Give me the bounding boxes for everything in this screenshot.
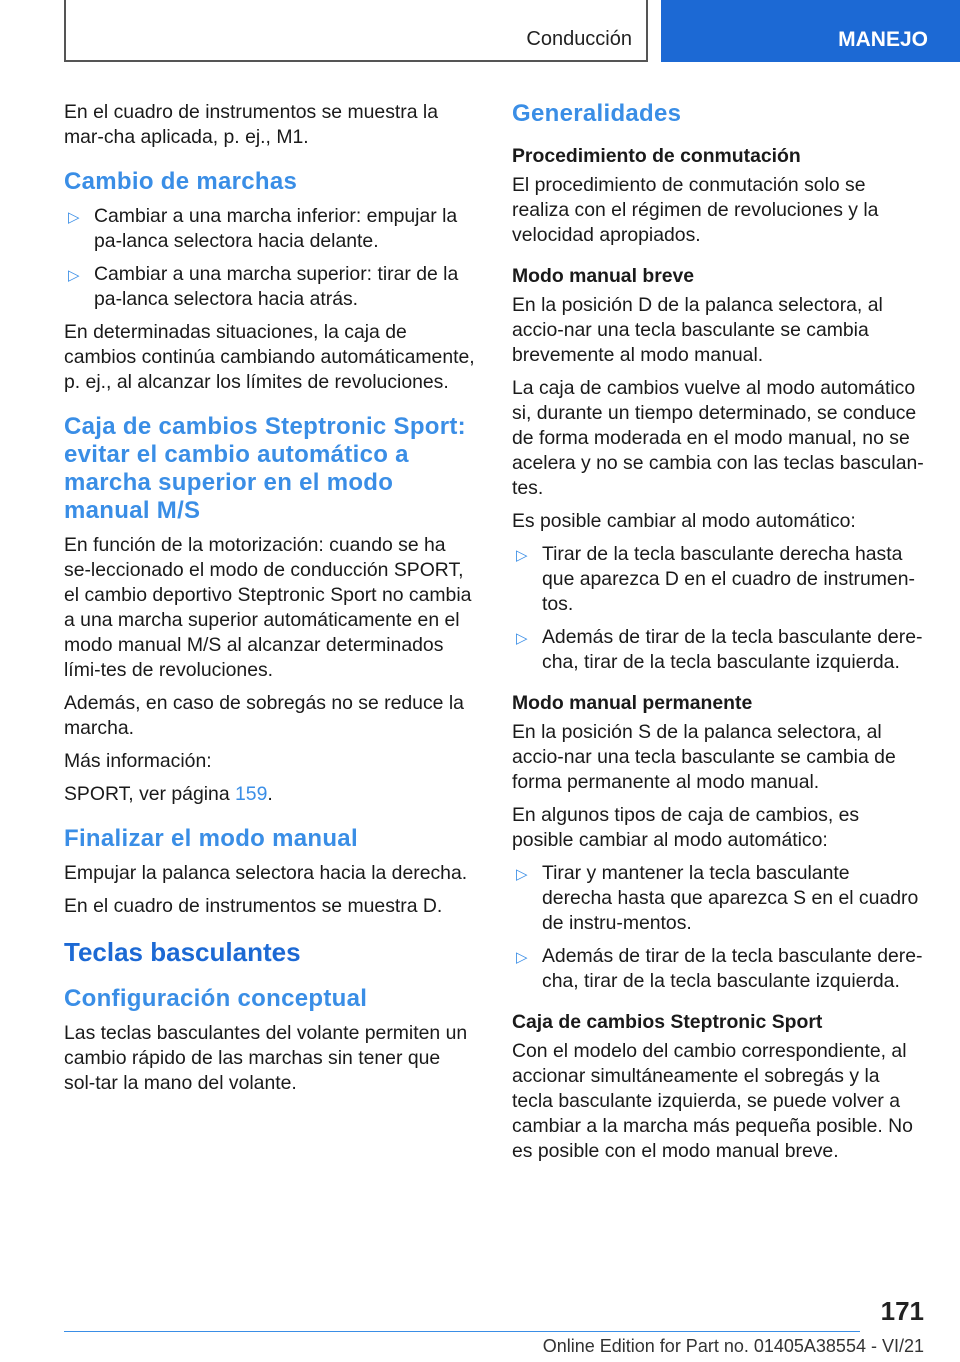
steptronic-heading: Caja de cambios Steptronic Sport: evitar el cambio automático a marcha superior en el modo manual M/S <box>64 413 466 524</box>
mas-info-label: Más información: <box>64 750 212 772</box>
perm-paragraph-1: En la posición S de la palanca selectora, al accio-nar una tecla basculante se cambia de forma permanente al modo manual. <box>512 721 896 793</box>
breve-list <box>512 542 924 675</box>
cambio-list <box>64 204 476 312</box>
header-chapter-tab: MANEJO <box>661 0 960 62</box>
right-column <box>512 100 924 1172</box>
footer-edition: Online Edition for Part no. 01405A38554 - VI/21 <box>542 1336 924 1356</box>
triangle-bullet-icon: ▷ <box>68 267 80 284</box>
list-item: ▷ Cambiar a una marcha inferior: empujar la pa-lanca selectora hacia delante. <box>68 205 458 252</box>
breve-paragraph-3: Es posible cambiar al modo automático: <box>512 510 856 532</box>
teclas-heading: Teclas basculantes <box>64 937 301 967</box>
perm-paragraph-2: En algunos tipos de caja de cambios, es posible cambiar al modo automático: <box>512 804 860 851</box>
breve-heading: Modo manual breve <box>512 265 695 287</box>
page-number: 171 <box>880 1296 924 1326</box>
generalidades-heading: Generalidades <box>512 100 682 127</box>
header-frame <box>64 0 648 62</box>
cambio-paragraph: En determinadas situaciones, la caja de cambios continúa cambiando automáticamente, p. ej., al alcanzar los límites de revoluciones. <box>64 321 475 393</box>
config-heading: Configuración conceptual <box>64 985 368 1012</box>
footer-divider <box>64 1331 860 1332</box>
intro-paragraph: En el cuadro de instrumentos se muestra la mar-cha aplicada, p. ej., M1. <box>64 101 438 148</box>
cambio-heading: Cambio de marchas <box>64 168 298 195</box>
triangle-bullet-icon: ▷ <box>516 949 528 966</box>
list-item: ▷ Además de tirar de la tecla basculante dere-cha, tirar de la tecla basculante izquierda. <box>516 626 923 673</box>
left-column <box>64 100 476 1104</box>
triangle-bullet-icon: ▷ <box>516 866 528 883</box>
perm-heading: Modo manual permanente <box>512 692 753 714</box>
finalizar-heading: Finalizar el modo manual <box>64 825 358 852</box>
header-section-title: Conducción <box>526 28 632 50</box>
steptronic-paragraph-2: Además, en caso de sobregás no se reduce la marcha. <box>64 692 464 739</box>
proc-paragraph: El procedimiento de conmutación solo se realiza con el régimen de revoluciones y la velocidad apropiados. <box>512 174 879 246</box>
steptronic-paragraph-1: En función de la motorización: cuando se ha se-leccionado el modo de conducción SPORT, el cambio deportivo Steptronic Sport no cambia a una marcha superior automáticamente en el modo manual M/S al alcanzar determinados lími-tes de revoluciones. <box>64 534 472 681</box>
config-paragraph: Las teclas basculantes del volante permiten un cambio rápido de las marchas sin tener que sol-tar la mano del volante. <box>64 1022 468 1094</box>
triangle-bullet-icon: ▷ <box>516 547 528 564</box>
triangle-bullet-icon: ▷ <box>68 209 80 226</box>
sport-heading: Caja de cambios Steptronic Sport <box>512 1011 823 1033</box>
proc-heading: Procedimiento de conmutación <box>512 145 801 167</box>
perm-list <box>512 861 924 994</box>
sport-paragraph: Con el modelo del cambio correspondiente, al accionar simultáneamente el sobregás y la tecla basculante izquierda, se puede volver a cambiar a la marcha más pequeña posible. No es posible con el modo manual breve. <box>512 1040 913 1162</box>
list-item: ▷ Tirar de la tecla basculante derecha hasta que aparezca D en el cuadro de instrumen-tos. <box>516 543 915 615</box>
list-item: ▷ Cambiar a una marcha superior: tirar de la pa-lanca selectora hacia atrás. <box>68 263 459 310</box>
list-item: ▷ Además de tirar de la tecla basculante dere-cha, tirar de la tecla basculante izquierda. <box>516 945 923 992</box>
breve-paragraph-1: En la posición D de la palanca selectora, al accio-nar una tecla basculante se cambia brevemente al modo manual. <box>512 294 883 366</box>
finalizar-paragraph-1: Empujar la palanca selectora hacia la derecha. <box>64 862 468 884</box>
sport-reference: SPORT, ver página 159. <box>64 783 273 805</box>
list-item: ▷ Tirar y mantener la tecla basculante derecha hasta que aparezca S en el cuadro de instru-mentos. <box>516 862 919 934</box>
finalizar-paragraph-2: En el cuadro de instrumentos se muestra D. <box>64 895 443 917</box>
triangle-bullet-icon: ▷ <box>516 630 528 647</box>
breve-paragraph-2: La caja de cambios vuelve al modo automático si, durante un tiempo determinado, se conduce de forma moderada en el modo manual, no se acelera y no se cambia con las teclas basculan-tes. <box>512 377 924 499</box>
page-link[interactable]: 159 <box>235 783 268 805</box>
